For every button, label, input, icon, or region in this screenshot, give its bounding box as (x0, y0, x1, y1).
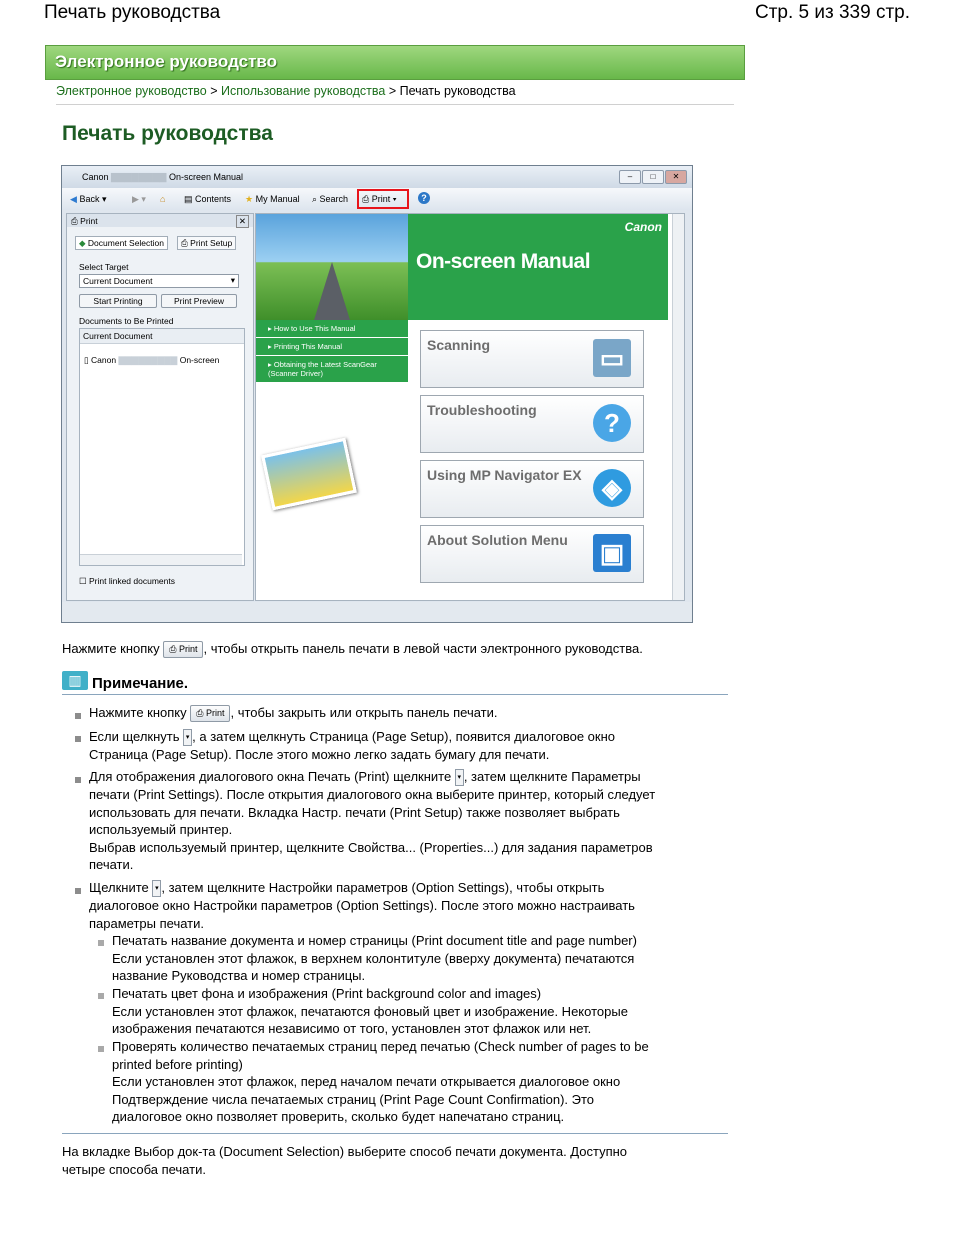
link-printing[interactable]: ▸ Printing This Manual (256, 338, 408, 356)
bullet-icon (75, 713, 81, 719)
my-manual-button[interactable]: ★ My Manual (245, 194, 300, 204)
contents-button[interactable]: ▤ Contents (184, 194, 232, 204)
note-book-icon: ▥ (62, 671, 88, 690)
back-button[interactable]: ◀ Back ▾ (70, 194, 107, 204)
link-how-to-use[interactable]: ▸ How to Use This Manual (256, 320, 408, 338)
manual-links (256, 320, 408, 383)
inline-print-button: ⎙ Print (163, 641, 203, 658)
document-title: Печать руководства (44, 2, 221, 23)
maximize-icon[interactable]: □ (642, 170, 664, 184)
select-target-dropdown[interactable]: Current Document ▾ (79, 274, 239, 288)
print-panel-header (67, 214, 253, 227)
road-image (256, 214, 408, 320)
scanner-icon: ▭ (593, 339, 631, 377)
documents-list-header: Current Document (80, 329, 244, 344)
card-solution-menu[interactable]: About Solution Menu ▣ (420, 525, 644, 583)
inline-print-button: ⎙ Print (190, 705, 230, 722)
document-item[interactable]: ▯ Canon ▇▇▇▇▇▇▇▇▇ On-screen (84, 355, 220, 365)
bullet-icon (75, 888, 81, 894)
breadcrumb-divider (56, 104, 734, 105)
select-target-label: Select Target (79, 262, 129, 272)
manual-window-screenshot (61, 165, 693, 623)
print-button[interactable]: ⎙ Print ▾ (362, 194, 397, 204)
section-banner (45, 45, 745, 80)
help-icon[interactable]: ? (418, 192, 430, 204)
start-printing-button[interactable]: Start Printing (79, 294, 157, 308)
dropdown-arrow-icon: ▾ (455, 769, 464, 786)
window-statusbar (62, 602, 692, 622)
breadcrumb-current: Печать руководства (399, 84, 516, 98)
breadcrumb (56, 84, 516, 98)
breadcrumb-separator: > (385, 84, 400, 98)
solution-menu-icon: ▣ (593, 534, 631, 572)
documents-list (79, 328, 245, 566)
note-bottom-divider (62, 1133, 728, 1134)
print-panel (66, 213, 254, 601)
manual-content-pane (255, 213, 685, 601)
banner-label: Электронное руководство (55, 52, 278, 71)
note-item-2: Если щелкнуть ▾ , а затем щелкнуть Страница (Page Setup), появится диалоговое окно Страница (Page Setup). После этого можно легко задать бумагу для печати. (89, 729, 615, 763)
close-icon[interactable]: ✕ (665, 170, 687, 184)
dropdown-arrow-icon: ▾ (152, 880, 161, 897)
tab-print-setup[interactable]: ⎙ Print Setup (177, 236, 236, 250)
photo-collage-image (261, 438, 357, 511)
sub-bullet-icon (98, 993, 104, 999)
note-subitem-2: Печатать цвет фона и изображения (Print background color and images) Если установлен этот флажок, печатаются фоновый цвет и изображение. Некоторые изображения печатаются независимо от того, установлен этот флажок или нет. (112, 986, 628, 1036)
manual-banner (408, 214, 668, 320)
note-subitem-1: Печатать название документа и номер страницы (Print document title and page number) Если установлен этот флажок, в верхнем колонтитуле (вверху документа) печатаются название Руководства и номер страницы. (112, 933, 637, 983)
window-titlebar (62, 166, 692, 188)
forward-icon[interactable]: ▶ ▾ (132, 194, 146, 204)
vertical-scrollbar[interactable] (672, 214, 684, 600)
sub-bullet-icon (98, 1046, 104, 1052)
navigator-icon: ◈ (593, 469, 631, 507)
print-panel-title: ⎙ Print (71, 216, 98, 226)
card-scanning[interactable]: Scanning ▭ (420, 330, 644, 388)
card-mp-navigator[interactable]: Using MP Navigator EX ◈ (420, 460, 644, 518)
breadcrumb-separator: > (206, 84, 222, 98)
note-subitem-3: Проверять количество печатаемых страниц перед печатью (Check number of pages to be printed before printing) Если установлен этот флажок, перед началом печати открывается диалоговое окно Подтверждение числа печатаемых страниц (Print Page Count Confirmation). Это диалоговое окно позволяет проверить, сколько будет напечатано страниц. (112, 1039, 649, 1124)
note-item-3: Для отображения диалогового окна Печать (Print) щелкните ▾ , затем щелкните Параметры печати (Print Settings). После открытия диалогового окна выберите принтер, который следует использовать для печати. Вкладка Настр. печати (Print Setup) также позволяет выбрать используемый принтер. Выбрав используемый принтер, щелкните Свойства... (Properties...) для задания параметров печати. (89, 769, 656, 873)
chevron-down-icon: ▾ (230, 275, 235, 285)
window-title: Canon ▇▇▇▇▇▇▇▇ On-screen Manual (82, 172, 243, 182)
minimize-icon[interactable]: – (619, 170, 641, 184)
manual-title: On-screen Manual (416, 250, 591, 273)
footer-paragraph: На вкладке Выбор док-та (Document Selection) выберите способ печати документа. Доступно четыре способа печати. (62, 1144, 628, 1177)
page-number: Стр. 5 из 339 стр. (754, 2, 910, 23)
note-item-1: Нажмите кнопку ⎙ Print , чтобы закрыть или открыть панель печати. (89, 704, 729, 722)
intro-paragraph: Нажмите кнопку ⎙ Print , чтобы открыть панель печати в левой части электронного руководства. (62, 640, 732, 658)
question-icon: ? (593, 404, 631, 442)
page-title: Печать руководства (62, 122, 273, 145)
bullet-icon (75, 736, 81, 742)
print-linked-checkbox[interactable]: ☐ Print linked documents (79, 576, 175, 586)
bullet-icon (75, 777, 81, 783)
search-button[interactable]: ⌕ Search (312, 194, 349, 204)
note-item-4: Щелкните ▾ , затем щелкните Настройки параметров (Option Settings), чтобы открыть диалоговое окно Настройки параметров (Option Settings). После этого можно настраивать параметры печати. (89, 880, 635, 931)
card-troubleshooting[interactable]: Troubleshooting ? (420, 395, 644, 453)
link-scangear[interactable]: ▸ Obtaining the Latest ScanGear (Scanner Driver) (256, 356, 408, 383)
documents-label: Documents to Be Printed (79, 316, 174, 326)
panel-close-icon[interactable]: ✕ (236, 215, 249, 228)
note-divider (62, 694, 728, 695)
sub-bullet-icon (98, 940, 104, 946)
home-icon[interactable]: ⌂ (160, 194, 166, 204)
dropdown-arrow-icon: ▾ (183, 729, 192, 746)
print-preview-button[interactable]: Print Preview (161, 294, 237, 308)
breadcrumb-link-usage[interactable]: Использование руководства (221, 84, 386, 98)
canon-logo: Canon (624, 220, 662, 234)
window-toolbar (62, 188, 692, 210)
breadcrumb-link-manual[interactable]: Электронное руководство (56, 84, 207, 98)
print-button-highlight (357, 189, 409, 209)
horizontal-scrollbar[interactable] (80, 554, 242, 565)
note-title: Примечание. (92, 675, 189, 692)
tab-document-selection[interactable]: ◆ Document Selection (75, 236, 168, 250)
